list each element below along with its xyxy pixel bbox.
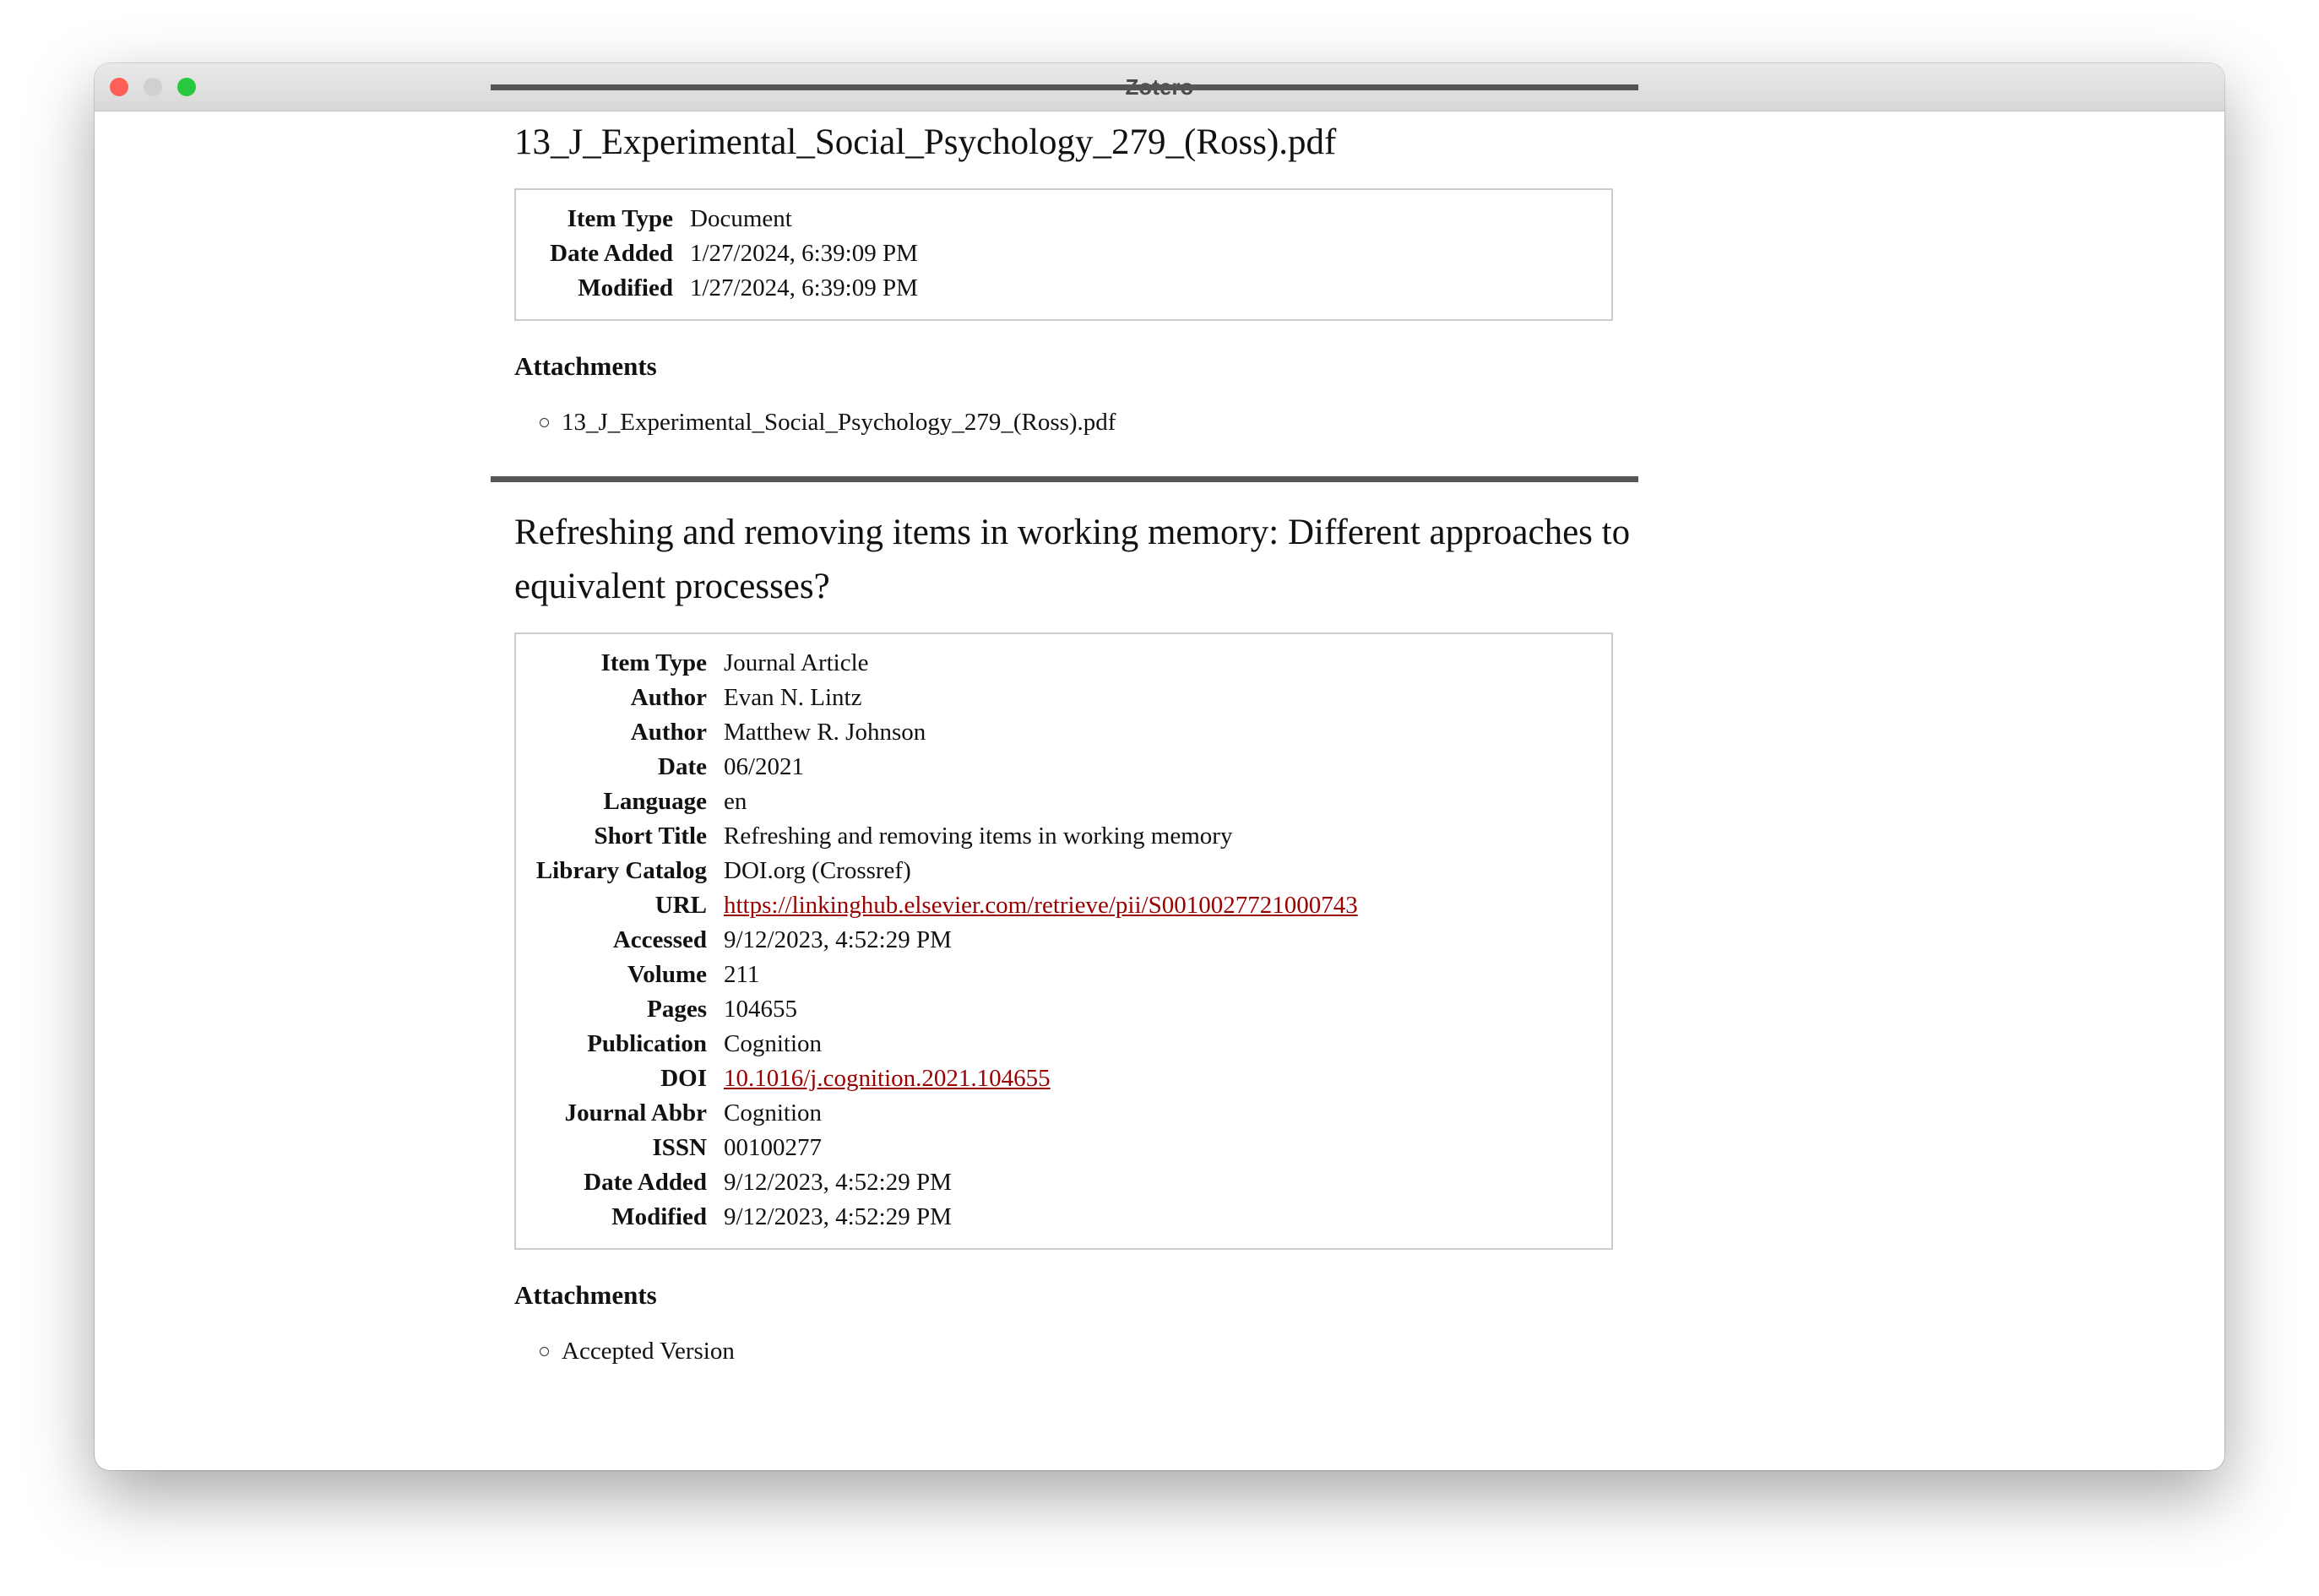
- field-row: [516, 958, 1358, 992]
- field-label: Publication: [587, 1030, 707, 1057]
- field-row: [516, 1061, 1358, 1096]
- field-value: en: [724, 788, 747, 815]
- field-value: Cognition: [724, 1099, 823, 1126]
- item-fields-table: [516, 646, 1358, 1235]
- field-row: [516, 236, 918, 271]
- field-row: [516, 1200, 1358, 1235]
- attachment-name: Accepted Version: [562, 1338, 735, 1365]
- field-value: 211: [724, 961, 760, 988]
- report-item: [491, 476, 1638, 1368]
- field-value: [724, 888, 1358, 923]
- attachment-name: 13_J_Experimental_Social_Psychology_279_(Ross).pdf: [562, 409, 1116, 436]
- field-label: URL: [654, 892, 707, 919]
- field-row: [516, 888, 1358, 923]
- report-content: [491, 84, 1638, 1368]
- field-label: DOI: [660, 1065, 707, 1092]
- field-row: [516, 646, 1358, 681]
- field-value: 06/2021: [724, 753, 805, 780]
- field-label: Modified: [578, 274, 673, 301]
- item-fields-table: [516, 202, 918, 306]
- item-title: 13_J_Experimental_Social_Psychology_279_(Ross).pdf: [514, 122, 1337, 162]
- field-label: Library Catalog: [535, 857, 707, 884]
- field-row: [516, 1131, 1358, 1165]
- attachments-list: [491, 405, 1638, 439]
- field-label: Language: [603, 788, 707, 815]
- field-value: 9/12/2023, 4:52:29 PM: [724, 1169, 952, 1196]
- attachment-item[interactable]: [491, 405, 1638, 439]
- field-row: [516, 1096, 1358, 1131]
- item-divider: [491, 476, 1638, 482]
- bullet-icon: [540, 418, 549, 427]
- field-row: [516, 1165, 1358, 1200]
- field-label: Pages: [647, 996, 707, 1023]
- item-title: Refreshing and removing items in working memory: Different approaches to equivalent processes?: [514, 513, 1631, 606]
- field-value: [724, 1061, 1358, 1096]
- field-row: [516, 992, 1358, 1027]
- bullet-icon: [540, 1347, 549, 1356]
- field-label: Accessed: [612, 926, 707, 953]
- field-label: Date: [658, 753, 707, 780]
- field-value: Journal Article: [724, 649, 869, 676]
- field-label: Volume: [627, 961, 707, 988]
- field-value: Evan N. Lintz: [724, 684, 862, 711]
- field-row: [516, 854, 1358, 888]
- field-row: [516, 681, 1358, 715]
- field-row: [516, 923, 1358, 958]
- field-label: ISSN: [652, 1134, 707, 1161]
- report-item: [491, 84, 1638, 439]
- attachment-item[interactable]: [491, 1334, 1638, 1368]
- doi-link[interactable]: 10.1016/j.cognition.2021.104655: [724, 1065, 1051, 1092]
- field-row: [516, 784, 1358, 819]
- field-label: Date Added: [584, 1169, 707, 1196]
- field-value: DOI.org (Crossref): [724, 857, 911, 884]
- field-label: Author: [630, 684, 707, 711]
- field-value: 00100277: [724, 1134, 822, 1161]
- field-row: [516, 1027, 1358, 1061]
- attachments-heading: Attachments: [514, 1280, 657, 1310]
- field-value: Refreshing and removing items in working memory: [724, 822, 1233, 850]
- item-divider: [491, 84, 1638, 90]
- field-label: Journal Abbr: [564, 1099, 707, 1126]
- field-value: 9/12/2023, 4:52:29 PM: [724, 926, 952, 953]
- field-row: [516, 819, 1358, 854]
- attachments-heading: Attachments: [514, 351, 657, 381]
- attachments-list: [491, 1334, 1638, 1368]
- field-row: [516, 271, 918, 306]
- field-value: 1/27/2024, 6:39:09 PM: [690, 274, 918, 301]
- field-label: Short Title: [594, 822, 707, 850]
- item-fields-box: [514, 188, 1613, 321]
- field-row: [516, 202, 918, 236]
- field-value: 1/27/2024, 6:39:09 PM: [690, 240, 918, 267]
- field-label: Date Added: [550, 240, 673, 267]
- field-row: [516, 750, 1358, 784]
- field-value: Matthew R. Johnson: [724, 719, 926, 746]
- field-label: Item Type: [567, 205, 673, 232]
- field-label: Modified: [611, 1203, 707, 1230]
- field-value: 104655: [724, 996, 797, 1023]
- field-label: Item Type: [600, 649, 707, 676]
- field-value: Document: [690, 205, 792, 232]
- field-label: Author: [630, 719, 707, 746]
- url-link[interactable]: https://linkinghub.elsevier.com/retrieve/pii/S0010027721000743: [724, 892, 1358, 919]
- field-value: Cognition: [724, 1030, 823, 1057]
- item-fields-box: [514, 632, 1613, 1250]
- field-row: [516, 715, 1358, 750]
- field-value: 9/12/2023, 4:52:29 PM: [724, 1203, 952, 1230]
